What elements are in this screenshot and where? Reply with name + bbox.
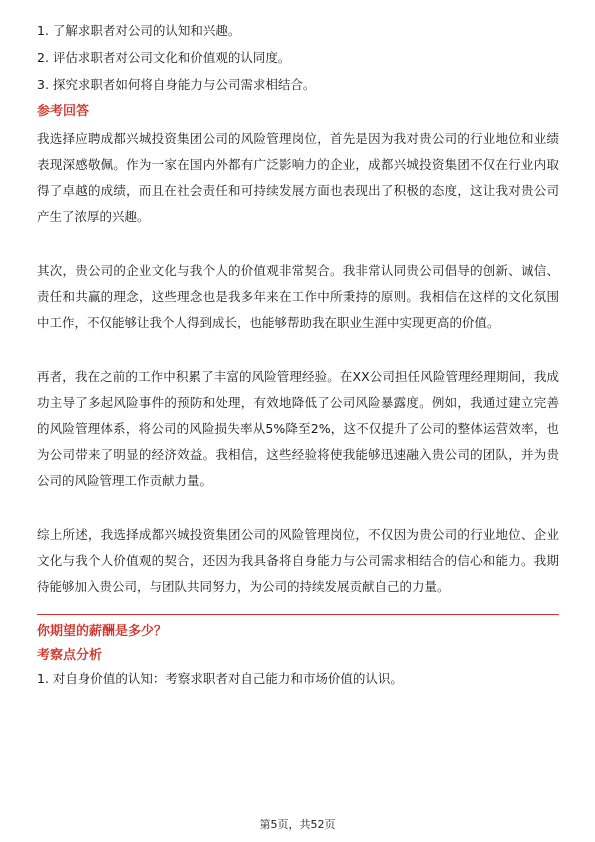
page-footer: 第5页，共52页 [259,818,336,831]
section-divider [37,614,559,615]
answer-heading: 参考回答 [37,104,90,119]
answer-paragraph: 综上所述，我选择成都兴城投资集团公司的风险管理岗位，不仅因为贵公司的行业地位、企业文化与我个人价值观的契合，还因为我具备将自身能力与公司需求相结合的信心和能力。我期待能够加入贵公司，与团队共同努力，为公司的持续发展贡献自己的力量。 [37,527,559,594]
page-content [37,22,559,697]
intro-list-item: 1. 了解求职者对公司的认知和兴趣。 [37,23,241,38]
analysis-heading: 考察点分析 [37,648,103,663]
answer-paragraph: 其次，贵公司的企业文化与我个人的价值观非常契合。我非常认同贵公司倡导的创新、诚信、责任和共赢的理念，这些理念也是我多年来在工作中所秉持的原则。我相信在这样的文化氛围中工作，不仅能够让我个人得到成长，也能够帮助我在职业生涯中实现更高的价值。 [37,263,559,330]
intro-list-item: 3. 探究求职者如何将自身能力与公司需求相结合。 [37,77,316,92]
answer-paragraph: 我选择应聘成都兴城投资集团公司的风险管理岗位，首先是因为我对贵公司的行业地位和业绩表现深感敬佩。作为一家在国内外都有广泛影响力的企业，成都兴城投资集团不仅在行业内取得了卓越的成绩，而且在社会责任和可持续发展方面也表现出了积极的态度，这让我对贵公司产生了浓厚的兴趣。 [37,131,559,224]
question-heading: 你期望的薪酬是多少？ [37,624,168,639]
intro-list-item: 2. 评估求职者对公司文化和价值观的认同度。 [37,50,291,65]
analysis-list-item: 1. 对自身价值的认知：考察求职者对自己能力和市场价值的认识。 [37,671,403,686]
answer-paragraph: 再者，我在之前的工作中积累了丰富的风险管理经验。在XX公司担任风险管理经理期间，我成功主导了多起风险事件的预防和处理，有效地降低了公司风险暴露度。例如，我通过建立完善的风险管理体系，将公司的风险损失率从5%降至2%，这不仅提升了公司的整体运营效率，也为公司带来了明显的经济效益。我相信，这些经验将使我能够迅速融入贵公司的团队，并为贵公司的风险管理工作贡献力量。 [37,369,559,488]
